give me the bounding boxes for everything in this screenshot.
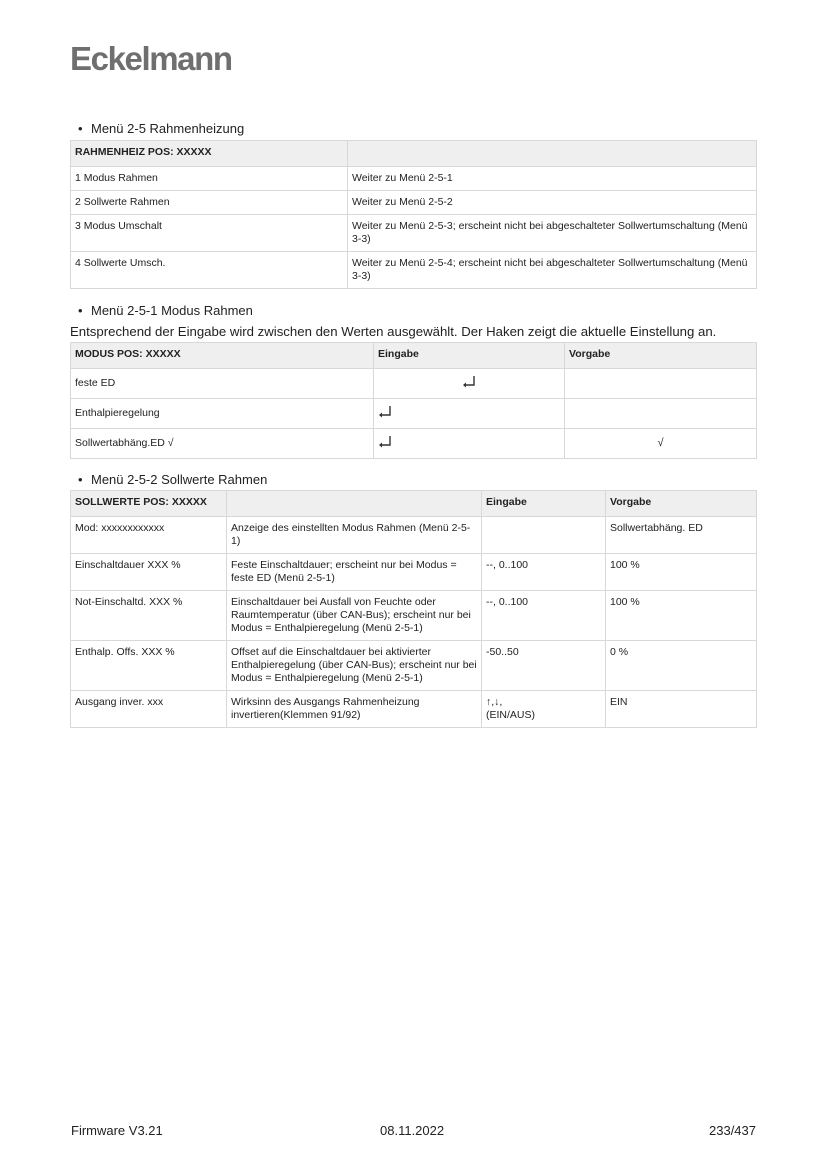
table-row — [71, 167, 757, 191]
table-cell: 100 % — [606, 591, 757, 641]
section-title-text: Menü 2-5-1 Modus Rahmen — [91, 303, 253, 318]
table-row — [71, 191, 757, 215]
eckelmann-logo: Eckelmann — [70, 40, 232, 77]
table-cell: EIN — [606, 691, 757, 728]
table-cell: Wirksinn des Ausgangs Rahmenheizung invertieren(Klemmen 91/92) — [227, 691, 482, 728]
table-header-row — [71, 491, 757, 517]
enter-key-icon — [378, 435, 392, 448]
table-header-row — [71, 141, 757, 167]
section-title-menu-2-5-1 — [78, 303, 253, 318]
table-cell: --, 0..100 — [482, 591, 606, 641]
table-cell — [374, 399, 565, 429]
table-cell — [565, 399, 757, 429]
table-header-cell: Eingabe — [374, 343, 565, 369]
footer-date: 08.11.2022 — [380, 1123, 445, 1138]
table-cell — [565, 369, 757, 399]
table-header-cell: Eingabe — [482, 491, 606, 517]
table-cell: Einschaltdauer XXX % — [71, 554, 227, 591]
table-cell: 100 % — [606, 554, 757, 591]
table-row — [71, 554, 757, 591]
table-cell — [374, 429, 565, 459]
table-cell: Ausgang inver. xxx — [71, 691, 227, 728]
bullet-icon: • — [78, 303, 83, 318]
table-header-cell: RAHMENHEIZ POS: XXXXX — [71, 141, 348, 167]
section-title-menu-2-5 — [78, 121, 244, 136]
enter-key-icon — [462, 375, 476, 388]
table-cell: Not-Einschaltd. XXX % — [71, 591, 227, 641]
table-cell: 2 Sollwerte Rahmen — [71, 191, 348, 215]
table-row — [71, 369, 757, 399]
table-cell — [374, 369, 565, 399]
table-cell: Weiter zu Menü 2-5-1 — [348, 167, 757, 191]
bullet-icon: • — [78, 121, 83, 136]
table-cell: Sollwertabhäng. ED — [606, 517, 757, 554]
table-cell: 3 Modus Umschalt — [71, 215, 348, 252]
table-cell: Offset auf die Einschaltdauer bei aktivierter Enthalpieregelung (über CAN-Bus); erscheint nur bei Modus = Enthalpieregelung (Menü 2-5-1) — [227, 641, 482, 691]
section-title-menu-2-5-2 — [78, 472, 267, 487]
enter-key-icon — [378, 405, 392, 418]
table-header-row — [71, 343, 757, 369]
table-cell: Weiter zu Menü 2-5-4; erscheint nicht bei abgeschalteter Sollwertumschaltung (Menü 3-3) — [348, 252, 757, 289]
table-cell: Feste Einschaltdauer; erscheint nur bei Modus = feste ED (Menü 2-5-1) — [227, 554, 482, 591]
table-row — [71, 399, 757, 429]
table-cell: Anzeige des einstellten Modus Rahmen (Menü 2-5-1) — [227, 517, 482, 554]
table-cell: Sollwertabhäng.ED √ — [71, 429, 374, 459]
table-cell: 4 Sollwerte Umsch. — [71, 252, 348, 289]
section-intro-text: Entsprechend der Eingabe wird zwischen den Werten ausgewählt. Der Haken zeigt die aktuelle Einstellung an. — [70, 324, 717, 339]
table-cell: ↑,↓, (EIN/AUS) — [482, 691, 606, 728]
section-title-text: Menü 2-5-2 Sollwerte Rahmen — [91, 472, 268, 487]
rahmenheizung-table — [70, 140, 757, 289]
table-header-cell: Vorgabe — [565, 343, 757, 369]
table-cell: Enthalp. Offs. XXX % — [71, 641, 227, 691]
table-cell: Weiter zu Menü 2-5-3; erscheint nicht bei abgeschalteter Sollwertumschaltung (Menü 3-3) — [348, 215, 757, 252]
table-cell: feste ED — [71, 369, 374, 399]
table-header-cell — [227, 491, 482, 517]
check-mark: √ — [565, 429, 757, 459]
footer-page-number: 233/437 — [709, 1123, 756, 1138]
table-cell: --, 0..100 — [482, 554, 606, 591]
table-header-cell — [348, 141, 757, 167]
table-row — [71, 517, 757, 554]
footer-firmware: Firmware V3.21 — [71, 1123, 163, 1138]
table-row — [71, 691, 757, 728]
table-row — [71, 429, 757, 459]
table-cell — [482, 517, 606, 554]
table-cell: Enthalpieregelung — [71, 399, 374, 429]
table-header-cell: Vorgabe — [606, 491, 757, 517]
table-row — [71, 252, 757, 289]
table-cell: Mod: xxxxxxxxxxxx — [71, 517, 227, 554]
modus-table — [70, 342, 757, 459]
table-cell: Weiter zu Menü 2-5-2 — [348, 191, 757, 215]
table-cell: 1 Modus Rahmen — [71, 167, 348, 191]
sollwerte-table — [70, 490, 757, 728]
table-cell: Einschaltdauer bei Ausfall von Feuchte oder Raumtemperatur (über CAN-Bus); erscheint nur bei Modus = Enthalpieregelung (Menü 2-5-1) — [227, 591, 482, 641]
bullet-icon: • — [78, 472, 83, 487]
section-title-text: Menü 2-5 Rahmenheizung — [91, 121, 245, 136]
table-header-cell: MODUS POS: XXXXX — [71, 343, 374, 369]
table-row — [71, 215, 757, 252]
table-cell: -50..50 — [482, 641, 606, 691]
table-row — [71, 591, 757, 641]
table-cell: 0 % — [606, 641, 757, 691]
table-row — [71, 641, 757, 691]
table-header-cell: SOLLWERTE POS: XXXXX — [71, 491, 227, 517]
